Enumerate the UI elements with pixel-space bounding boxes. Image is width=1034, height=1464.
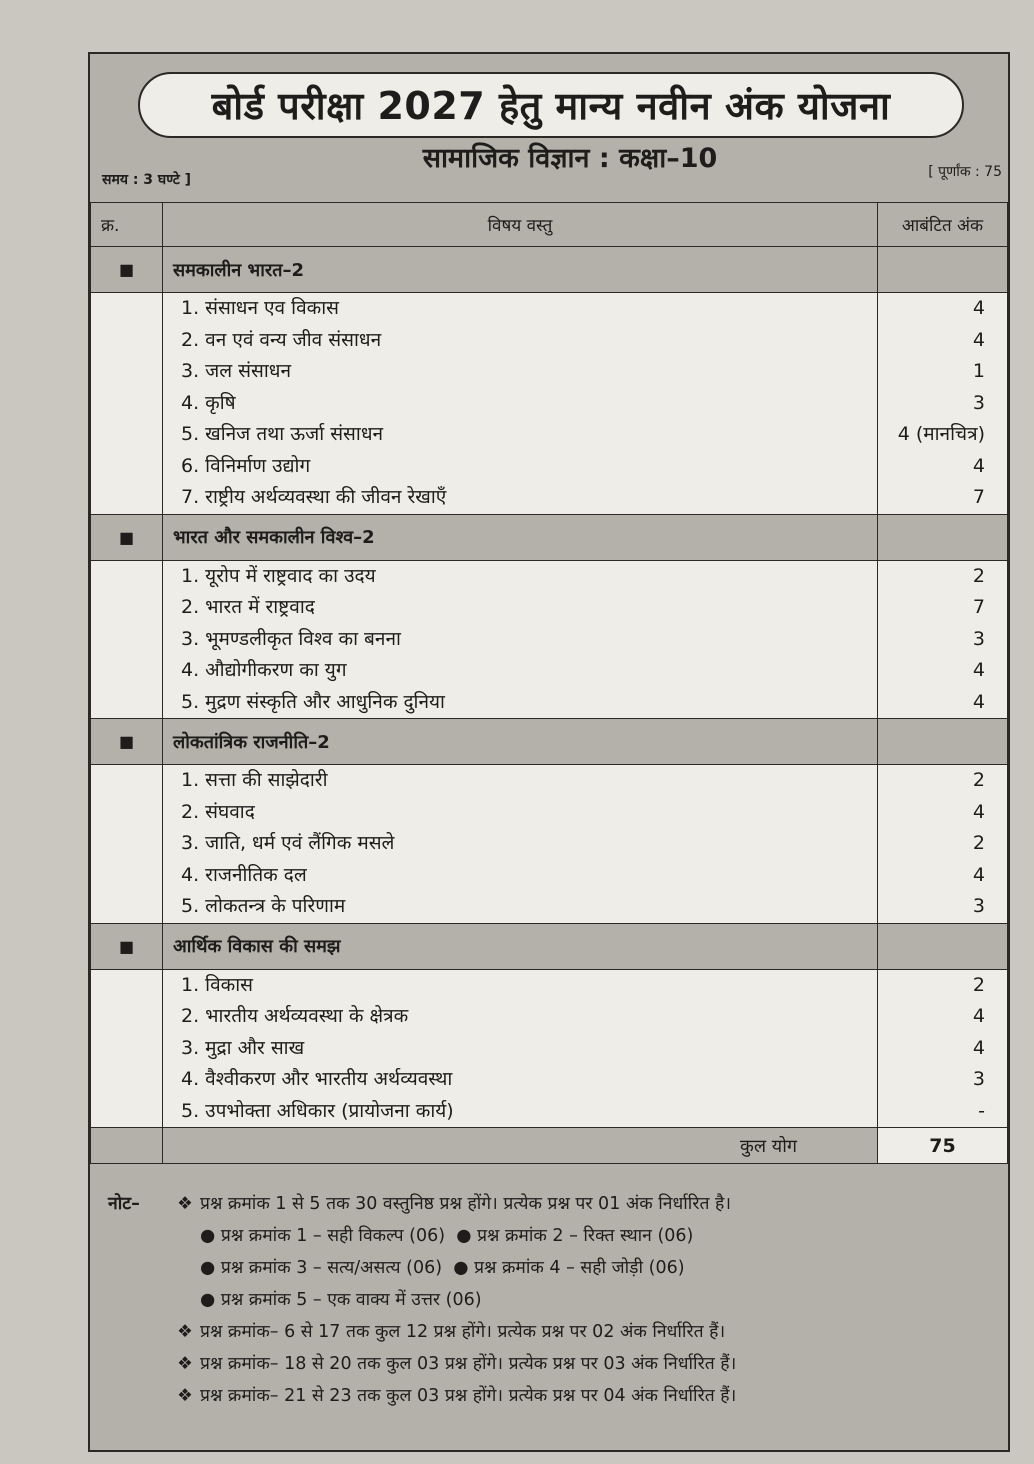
note-line [108, 1348, 998, 1380]
note-text: प्रश्न क्रमांक 1 – सही विकल्प (06) [220, 1226, 446, 1246]
section-row [91, 719, 1008, 765]
section-marks-cell [878, 247, 1008, 293]
note-text: प्रश्न क्रमांक 4 – सही जोड़ी (06) [474, 1258, 685, 1278]
topic-item: 5. मुद्रण संस्कृति और आधुनिक दुनिया [181, 690, 445, 713]
topic-marks: 2 [972, 973, 985, 996]
total-marks-label: [ पूर्णांक : 75 [928, 164, 1002, 180]
section-items-row [91, 969, 1008, 1128]
topic-item: 2. वन एवं वन्य जीव संसाधन [181, 328, 382, 351]
section-row [91, 923, 1008, 969]
topic-marks: 1 [972, 360, 985, 382]
topic-marks: 4 [972, 800, 985, 823]
section-row [91, 514, 1008, 560]
dot-bullet-icon: ● [200, 1226, 216, 1246]
note-text: प्रश्न क्रमांक– 21 से 23 तक कुल 03 प्रश्न होंगे। प्रत्येक प्रश्न पर 04 अंक निर्धारित हैं। [200, 1386, 737, 1406]
section-title: आर्थिक विकास की समझ [163, 923, 878, 969]
topic-item: 5. उपभोक्ता अधिकार (प्रायोजना कार्य) [181, 1099, 454, 1122]
total-spacer-cell [91, 1128, 163, 1164]
marks-cell [878, 560, 1008, 719]
topic-item: 2. संघवाद [181, 800, 255, 823]
section-marks-cell [878, 514, 1008, 560]
section-items-row [91, 765, 1008, 924]
marking-scheme-page [88, 52, 1010, 1452]
total-row [91, 1128, 1008, 1164]
topic-item: 5. लोकतन्त्र के परिणाम [181, 895, 346, 917]
column-header-serial: क्र. [91, 203, 163, 247]
topic-item: 2. भारत में राष्ट्रवाद [181, 596, 315, 618]
note-label: नोट– [108, 1194, 140, 1214]
section-bullet: ■ [91, 923, 163, 969]
diamond-bullet-icon: ❖ [177, 1354, 193, 1374]
dot-bullet-icon: ● [200, 1290, 216, 1310]
note-line [108, 1316, 998, 1348]
topic-item: 4. औद्योगीकरण का युग [181, 659, 347, 681]
note-line [108, 1188, 998, 1220]
marks-cell [878, 765, 1008, 924]
topic-item: 2. भारतीय अर्थव्यवस्था के क्षेत्रक [181, 1005, 409, 1027]
topic-item: 3. मुद्रा और साख [181, 1036, 305, 1059]
topic-item: 7. राष्ट्रीय अर्थव्यवस्था की जीवन रेखाएँ [181, 486, 447, 508]
topic-marks: 3 [972, 391, 985, 414]
topic-marks: 2 [972, 769, 985, 791]
total-value: 75 [878, 1128, 1008, 1164]
topic-marks: 4 [972, 1005, 985, 1027]
marks-table [90, 202, 1008, 1164]
section-items-row [91, 293, 1008, 515]
topic-marks: 4 [972, 454, 985, 477]
topic-list-cell [163, 560, 878, 719]
note-text: प्रश्न क्रमांक 5 – एक वाक्य में उत्तर (06) [220, 1290, 482, 1310]
exam-duration: समय : 3 घण्टे ] [102, 172, 192, 188]
section-title: लोकतांत्रिक राजनीति–2 [163, 719, 878, 765]
section-marks-cell [878, 719, 1008, 765]
subject-subtitle: सामाजिक विज्ञान : कक्षा–10 [422, 143, 718, 174]
section-title: समकालीन भारत–2 [163, 247, 878, 293]
total-label: कुल योग [163, 1128, 878, 1164]
topic-marks: 4 [972, 659, 985, 681]
serial-cell [91, 560, 163, 719]
table-header-row [91, 203, 1008, 247]
note-line [108, 1284, 998, 1316]
dot-bullet-icon: ● [456, 1226, 472, 1246]
dot-bullet-icon: ● [200, 1258, 216, 1278]
serial-cell [91, 293, 163, 515]
serial-cell [91, 969, 163, 1128]
topic-list-cell [163, 293, 878, 515]
topic-marks: 3 [972, 1068, 985, 1090]
topic-item: 4. वैश्वीकरण और भारतीय अर्थव्यवस्था [181, 1068, 453, 1090]
topic-item: 5. खनिज तथा ऊर्जा संसाधन [181, 423, 384, 445]
topic-marks: 7 [972, 486, 985, 508]
note-text: प्रश्न क्रमांक 2 – रिक्त स्थान (06) [477, 1226, 694, 1246]
diamond-bullet-icon: ❖ [177, 1386, 193, 1406]
note-text: प्रश्न क्रमांक 1 से 5 तक 30 वस्तुनिष्ठ प्रश्न होंगे। प्रत्येक प्रश्न पर 01 अंक निर्धारित है। [200, 1194, 731, 1214]
topic-list-cell [163, 765, 878, 924]
topic-marks: 4 [972, 297, 985, 319]
topic-marks: 3 [972, 627, 985, 650]
note-text: प्रश्न क्रमांक 3 – सत्य/असत्य (06) [220, 1258, 443, 1278]
topic-marks: 3 [972, 895, 985, 917]
topic-item: 4. राजनीतिक दल [181, 863, 307, 886]
topic-item: 1. सत्ता की साझेदारी [181, 769, 328, 791]
topic-marks: 2 [972, 832, 985, 854]
note-line [108, 1252, 998, 1284]
topic-item: 6. विनिर्माण उद्योग [181, 454, 311, 477]
topic-marks: 4 (मानचित्र) [897, 423, 985, 445]
section-bullet: ■ [91, 247, 163, 293]
topic-marks: 4 [972, 1036, 985, 1059]
topic-item: 4. कृषि [181, 391, 236, 414]
topic-item: 1. विकास [181, 973, 254, 996]
section-title: भारत और समकालीन विश्व–2 [163, 514, 878, 560]
diamond-bullet-icon: ❖ [177, 1194, 193, 1214]
topic-item: 3. जल संसाधन [181, 360, 292, 382]
section-row [91, 247, 1008, 293]
marks-cell [878, 293, 1008, 515]
topic-marks: 7 [972, 596, 985, 618]
topic-marks: 2 [972, 564, 985, 587]
section-bullet: ■ [91, 514, 163, 560]
notes-section [108, 1188, 998, 1412]
column-header-content: विषय वस्तु [163, 203, 878, 247]
note-line [108, 1380, 998, 1412]
topic-marks: 4 [972, 863, 985, 886]
topic-item: 1. संसाधन एव विकास [181, 297, 339, 319]
diamond-bullet-icon: ❖ [177, 1322, 193, 1342]
note-line [108, 1220, 998, 1252]
marks-cell [878, 969, 1008, 1128]
column-header-marks: आबंटित अंक [878, 203, 1008, 247]
note-text: प्रश्न क्रमांक– 6 से 17 तक कुल 12 प्रश्न होंगे। प्रत्येक प्रश्न पर 02 अंक निर्धारित हैं। [200, 1322, 726, 1342]
section-bullet: ■ [91, 719, 163, 765]
topic-item: 1. यूरोप में राष्ट्रवाद का उदय [181, 564, 376, 587]
dot-bullet-icon: ● [453, 1258, 469, 1278]
topic-marks: 4 [972, 328, 985, 351]
section-items-row [91, 560, 1008, 719]
topic-item: 3. भूमण्डलीकृत विश्व का बनना [181, 627, 401, 650]
note-text: प्रश्न क्रमांक– 18 से 20 तक कुल 03 प्रश्न होंगे। प्रत्येक प्रश्न पर 03 अंक निर्धारित हैं। [200, 1354, 737, 1374]
section-marks-cell [878, 923, 1008, 969]
topic-marks: 4 [972, 690, 985, 713]
page-title: बोर्ड परीक्षा 2027 हेतु मान्य नवीन अंक योजना [138, 72, 964, 138]
topic-item: 3. जाति, धर्म एवं लैंगिक मसले [181, 832, 395, 854]
topic-marks: - [978, 1099, 985, 1122]
serial-cell [91, 765, 163, 924]
topic-list-cell [163, 969, 878, 1128]
